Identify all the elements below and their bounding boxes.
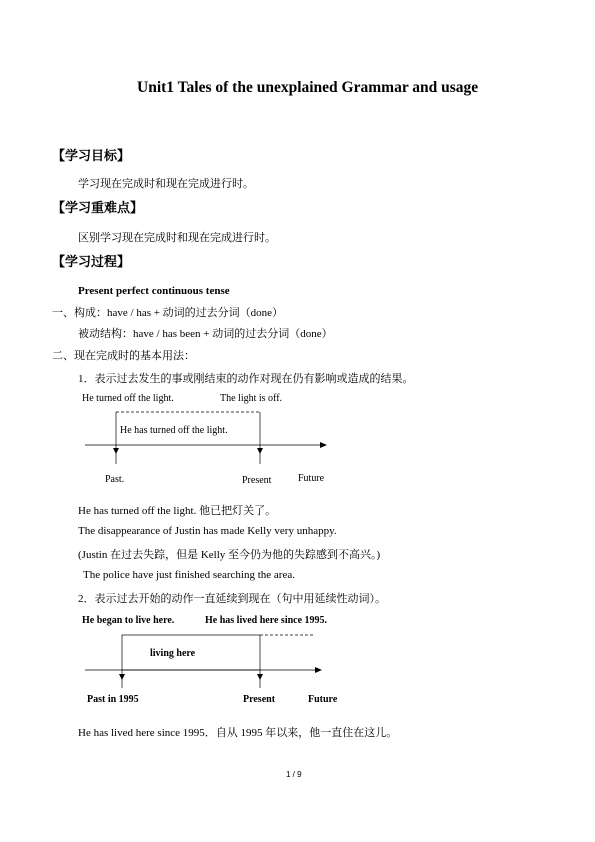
key-text: 区别学习现在完成时和现在完成进行时。	[78, 232, 276, 244]
diagram1-left-top: He turned off the light.	[82, 393, 174, 404]
diagram1-future: Future	[298, 473, 325, 484]
passive-line: 被动结构：have / has been + 动词的过去分词（done）	[78, 328, 333, 340]
diagram2-right-top: He has lived here since 1995.	[205, 615, 328, 626]
diagram2-present: Present	[243, 694, 276, 705]
subheading: Present perfect continuous tense	[78, 285, 230, 297]
page-title: Unit1 Tales of the unexplained Grammar and usage	[137, 79, 479, 96]
diagram2-past: Past in 1995	[87, 694, 139, 705]
diagram1-past: Past.	[105, 474, 125, 485]
example-3: The police have just finished searching the area.	[83, 569, 295, 581]
diagram2-middle: living here	[150, 648, 196, 659]
diagram2-left-top: He began to live here.	[82, 615, 175, 626]
usage-1: 1．表示过去发生的事或刚结束的动作对现在仍有影响或造成的结果。	[78, 373, 414, 385]
diagram2-future: Future	[308, 694, 338, 705]
diagram1-middle: He has turned off the light.	[120, 425, 228, 436]
goal-heading: 【学习目标】	[52, 149, 131, 164]
page-number: 1 / 9	[286, 770, 302, 779]
example-1: He has turned off the light. 他已把灯关了。	[78, 505, 277, 517]
process-heading: 【学习过程】	[52, 255, 131, 270]
example-2-cn: (Justin 在过去失踪，但是 Kelly 至今仍为他的失踪感到不高兴。)	[78, 549, 381, 561]
form-line: 一、构成：have / has + 动词的过去分词（done）	[52, 307, 284, 319]
diagram1-present: Present	[242, 475, 272, 486]
diagram1-right-top: The light is off.	[220, 393, 283, 404]
present-arrow	[257, 674, 263, 680]
example-2: The disappearance of Justin has made Kelly very unhappy.	[78, 525, 337, 537]
example-4: He has lived here since 1995．自从 1995 年以来，他一直住在这儿。	[78, 727, 398, 739]
key-heading: 【学习重难点】	[52, 201, 144, 216]
timeline-arrowhead	[320, 442, 327, 448]
goal-text: 学习现在完成时和现在完成进行时。	[78, 178, 254, 190]
present-arrow	[257, 448, 263, 454]
usage-2: 2．表示过去开始的动作一直延续到现在（句中用延续性动词）。	[78, 593, 386, 605]
past-arrow	[119, 674, 125, 680]
past-arrow	[113, 448, 119, 454]
timeline-arrowhead	[315, 667, 322, 673]
usage-heading: 二、现在完成时的基本用法：	[52, 350, 195, 362]
